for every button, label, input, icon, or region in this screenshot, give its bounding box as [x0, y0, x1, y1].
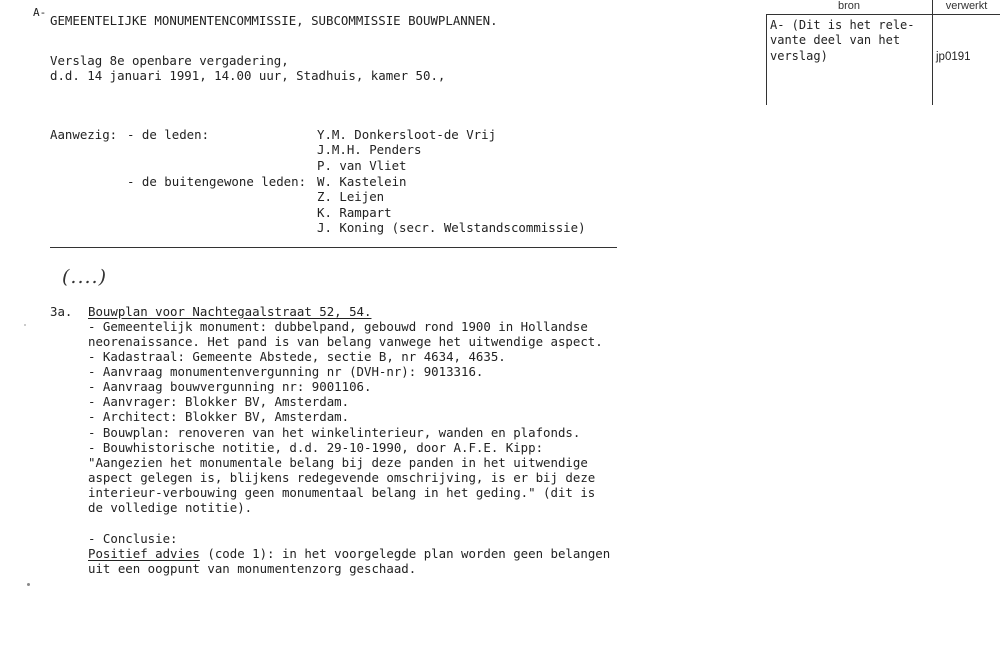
item-heading: Bouwplan voor Nachtegaalstraat 52, 54.	[88, 304, 372, 319]
attendee-name: K. Rampart	[317, 205, 392, 220]
scan-speck	[24, 324, 26, 326]
item-line: neorenaissance. Het pand is van belang vanwege het uitwendige aspect.	[88, 334, 603, 349]
meeting-line-2: d.d. 14 januari 1991, 14.00 uur, Stadhuis, kamer 50.,	[50, 68, 446, 83]
stamp-bron-text: A- (Dit is het rele- vante deel van het verslag)	[770, 18, 915, 63]
item-line: interieur-verbouwing geen monumentaal belang in het geding." (dit is	[88, 485, 596, 500]
item-line: - Gemeentelijk monument: dubbelpand, gebouwd rond 1900 in Hollandse	[88, 319, 588, 334]
document-title: GEMEENTELIJKE MONUMENTENCOMMISSIE, SUBCOMMISSIE BOUWPLANNEN.	[50, 13, 498, 28]
scan-speck	[27, 583, 30, 586]
attendee-name: Z. Leijen	[317, 189, 385, 204]
item-line: - Kadastraal: Gemeente Abstede, sectie B, nr 4634, 4635.	[88, 349, 506, 364]
item-line: - Aanvraag bouwvergunning nr: 9001106.	[88, 379, 372, 394]
item-line: - Aanvrager: Blokker BV, Amsterdam.	[88, 394, 350, 409]
stamp-column-bron: bron	[837, 0, 861, 12]
extra-members-label: - de buitengewone leden:	[127, 174, 307, 189]
advice-label: Positief advies	[88, 546, 200, 561]
conclusion-line-2: uit een oogpunt van monumentenzorg geschaad.	[88, 561, 417, 576]
stamp-column-verwerkt: verwerkt	[945, 0, 988, 12]
item-line: - Aanvraag monumentenvergunning nr (DVH-nr): 9013316.	[88, 364, 484, 379]
item-line: "Aangezien het monumentale belang bij deze panden in het uitwendige	[88, 455, 588, 470]
stamp-processed-code: jp0191	[936, 51, 971, 63]
page-marker: A-	[33, 6, 47, 19]
advice-text: (code 1): in het voorgelegde plan worden geen belangen	[199, 546, 611, 561]
attendee-name: W. Kastelein	[317, 174, 407, 189]
item-number: 3a.	[50, 304, 73, 319]
stamp-left-border	[766, 14, 767, 105]
item-line: - Architect: Blokker BV, Amsterdam.	[88, 409, 350, 424]
item-line: - Bouwplan: renoveren van het winkelinterieur, wanden en plafonds.	[88, 425, 581, 440]
meeting-line-1: Verslag 8e openbare vergadering,	[50, 53, 289, 68]
section-divider	[50, 247, 617, 248]
item-line: de volledige notitie).	[88, 500, 253, 515]
item-line: - Bouwhistorische notitie, d.d. 29-10-1990, door A.F.E. Kipp:	[88, 440, 544, 455]
conclusion-label: - Conclusie:	[88, 531, 178, 546]
item-line: aspect gelegen is, blijkens redegevende omschrijving, is er bij deze	[88, 470, 596, 485]
attendee-name: J. Koning (secr. Welstandscommissie)	[317, 220, 586, 235]
handwritten-ellipsis: (....)	[62, 266, 107, 288]
attendee-name: Y.M. Donkersloot-de Vrij	[317, 127, 497, 142]
stamp-column-divider	[932, 0, 933, 105]
attendee-name: P. van Vliet	[317, 158, 407, 173]
stamp-header-divider	[766, 14, 1000, 15]
conclusion-line	[88, 546, 610, 561]
attendee-name: J.M.H. Penders	[317, 142, 422, 157]
members-label: - de leden:	[127, 127, 210, 142]
source-stamp-box	[766, 0, 1000, 105]
attendance-label: Aanwezig:	[50, 127, 118, 142]
